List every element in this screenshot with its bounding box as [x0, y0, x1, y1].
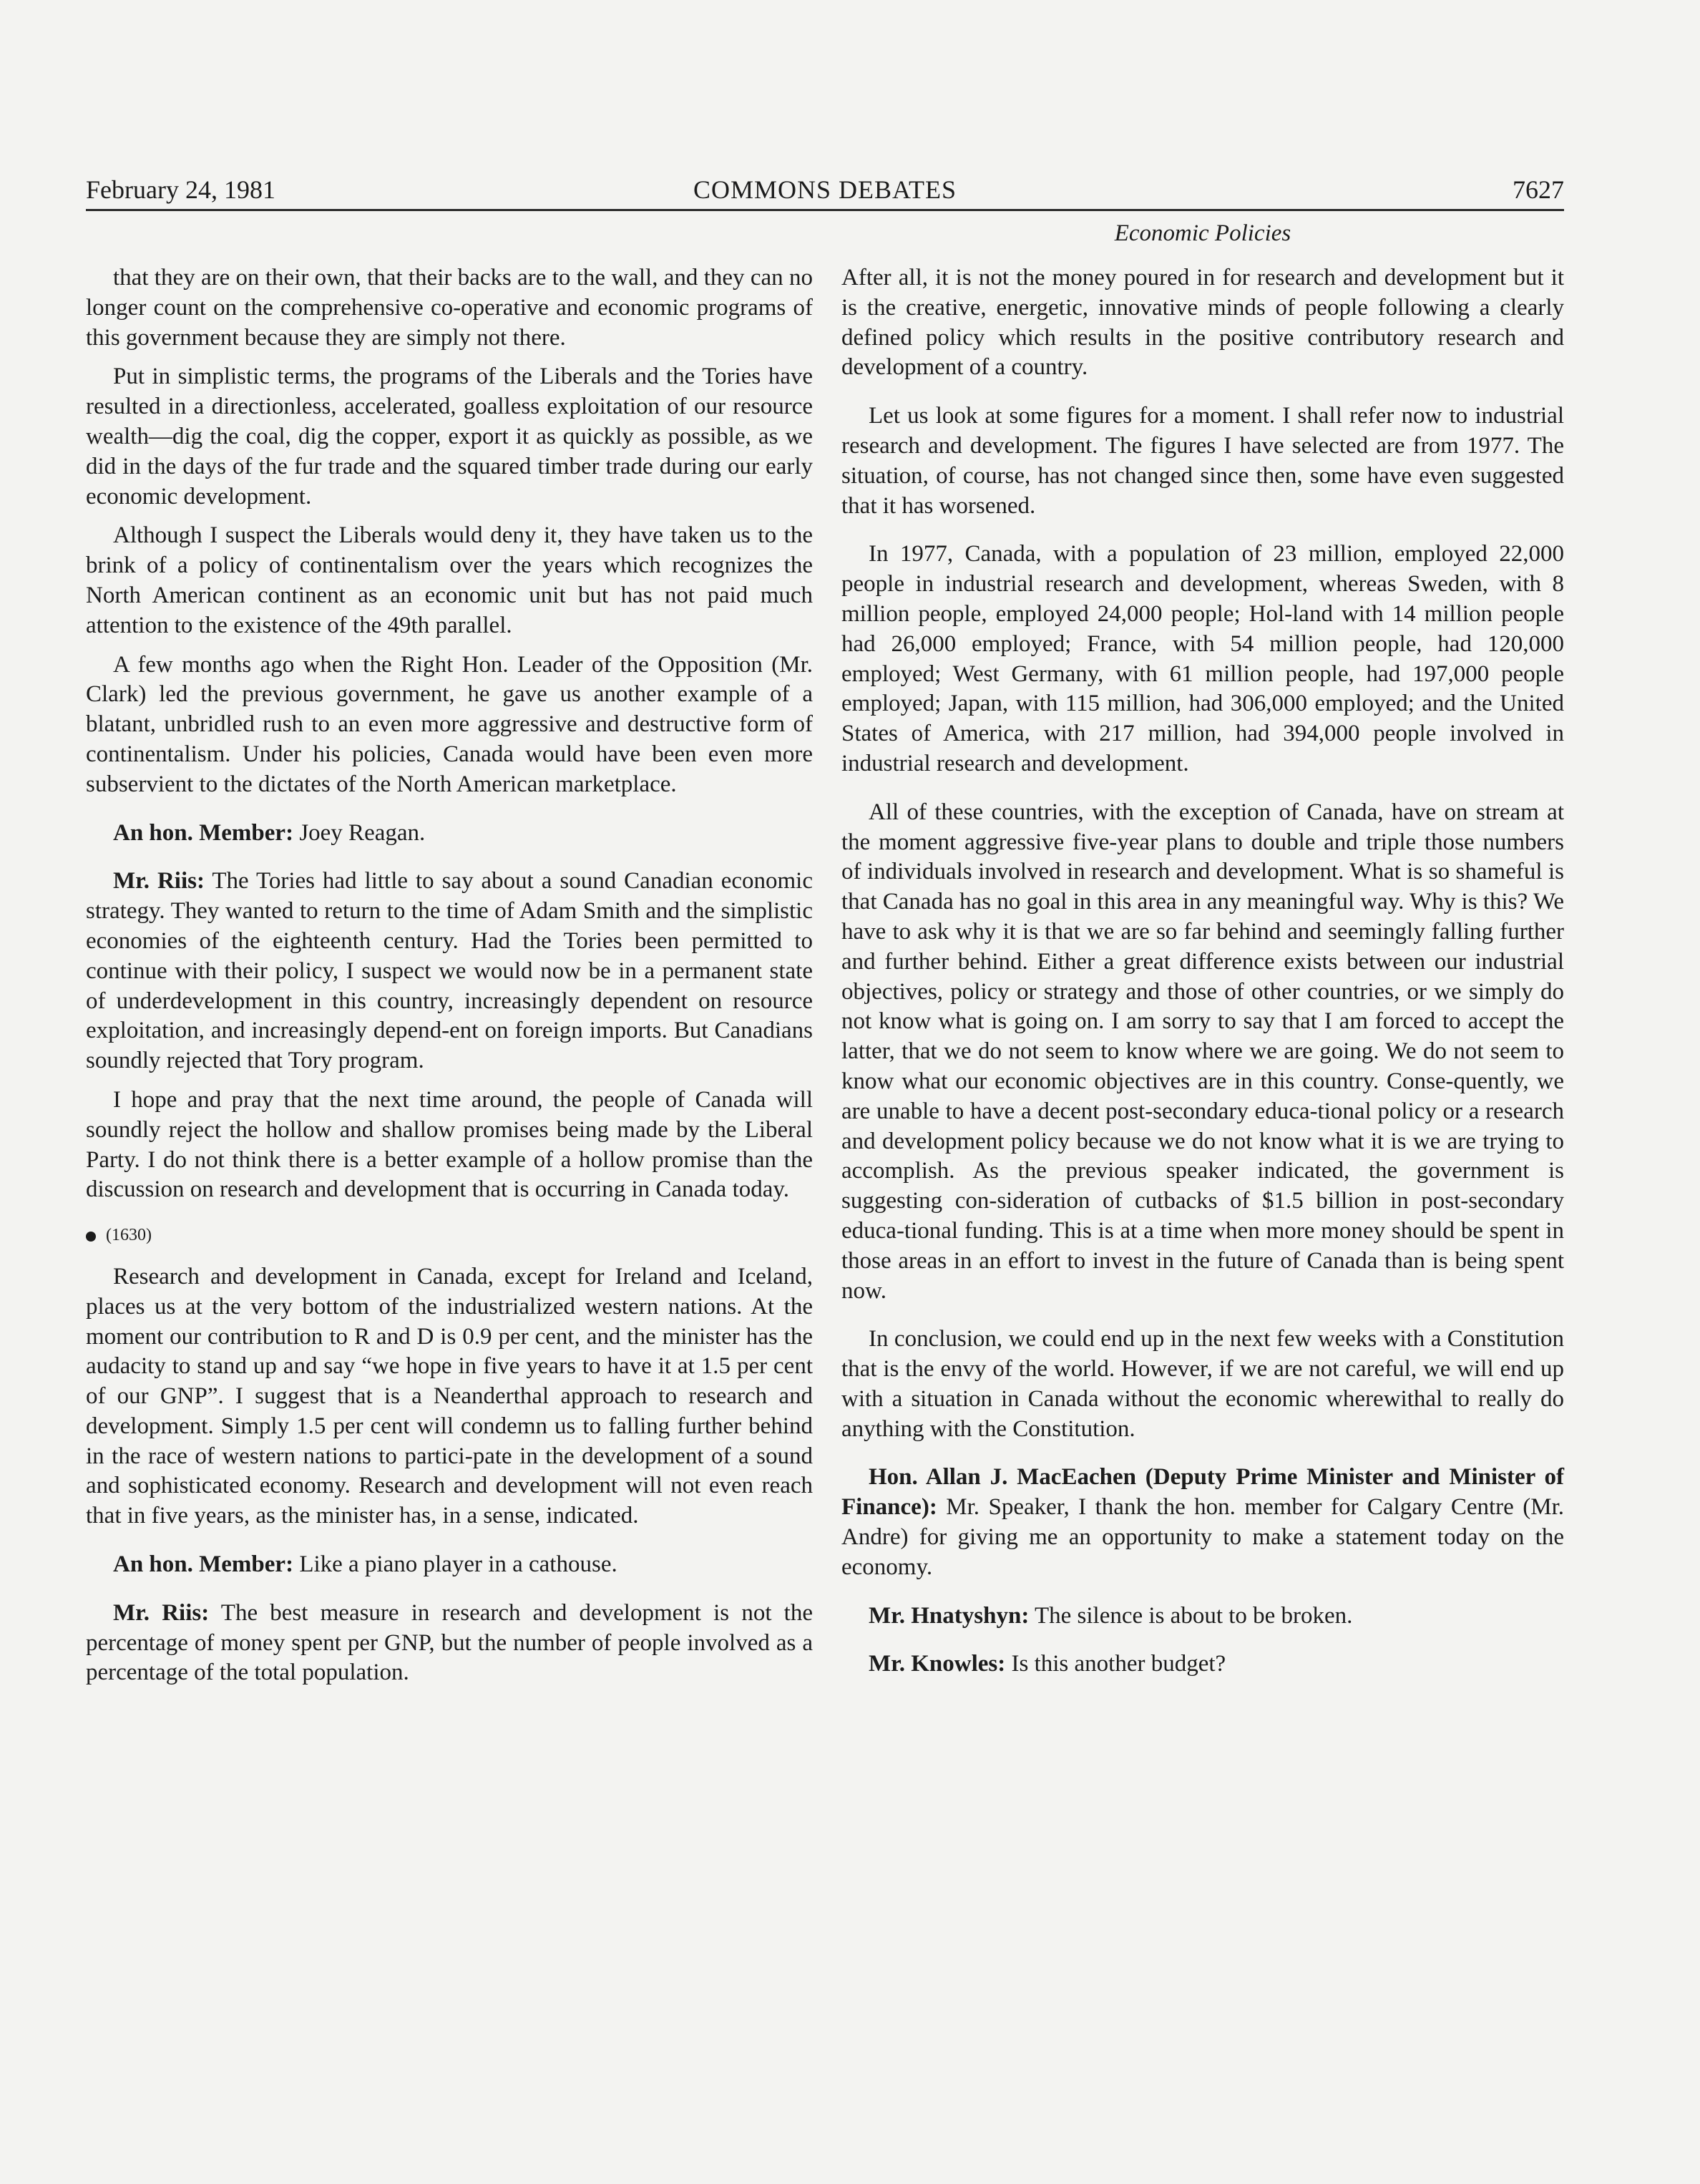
body-paragraph: [841, 540, 1564, 779]
bullet-icon: [86, 1232, 96, 1242]
speech-paragraph: [841, 1649, 1564, 1680]
paragraph-text: Although I suspect the Liberals would deny it, they have taken us to the brink of a policy of continentalism over the years which recognizes the North American continent as an economic unit but has not paid much attention to the existence of the 49th parallel.: [86, 522, 813, 638]
body-paragraph: [86, 1262, 813, 1531]
body-paragraph: [86, 263, 813, 353]
speaker-name: Mr. Riis:: [113, 1599, 210, 1626]
paragraph-text: Put in simplistic terms, the programs of the Liberals and the Tories have resulted in a directionless, accelerated, goalless exploitation of our resource wealth—dig the coal, dig the copper, export it as quickly as possible, as we did in the days of the fur trade and the squared timber trade during our early economic development.: [86, 364, 813, 510]
speech-paragraph: [841, 1602, 1564, 1632]
paragraph-text: Research and development in Canada, except for Ireland and Iceland, places us at the very bottom of the industrialized western nations. At the moment our contribution to R and D is 0.9 per cent, and the minister has the audacity to stand up and say “we hope in five years to have it at 1.5 per cent of our GNP”. I suggest that is a Neanderthal approach to research and development. Simply 1.5 per cent will condemn us to falling further behind in the race of western nations to partici-pate in the development of a sound and sophisticated economy. Research and development will not even reach that in five years, as the minister has, in a sense, indicated.: [86, 1263, 813, 1529]
right-column: [841, 263, 1564, 1689]
page-header: [86, 169, 1564, 211]
paragraph-text: Is this another budget?: [1011, 1651, 1226, 1677]
paragraph-text: All of these countries, with the exception of Canada, have on stream at the moment aggressive five-year plans to double and triple those numbers of individuals involved in research and development. What is so shameful is that Canada has no goal in this area in any meaningful way. Why is this? We have to ask why it is that we are so far behind and seemingly falling further and further behind. Either a great difference exists between our industrial objectives, policy or strategy and those of other countries, or we simply do not know what is going on. I am sorry to say that I am forced to accept the latter, that we do not seem to know where we are going. We do not seem to know what our economic objectives are in this country. Conse-quently, we are unable to have a decent post-secondary educa-tional policy or a research and development policy because we do not know what it is we are trying to accomplish. As the previous speaker indicated, the government is suggesting con-sideration of cutbacks of $1.5 billion in post-secondary educa-tional funding. This is at a time when more money should be spent in those areas in an effort to invest in the future of Canada than is being spent now.: [841, 799, 1564, 1304]
paragraph-text: that they are on their own, that their backs are to the wall, and they can no longer count on the comprehensive co-operative and economic programs of this government because they are simply not there.: [86, 265, 813, 351]
speaker-name: Mr. Knowles:: [869, 1651, 1006, 1677]
speaker-name: Mr. Hnatyshyn:: [869, 1602, 1030, 1629]
body-paragraph: [841, 1325, 1564, 1444]
speaker-name: An hon. Member:: [113, 819, 294, 846]
speech-paragraph: [86, 819, 813, 849]
paragraph-text: The best measure in research and development is not the percentage of money spent per GNP, but the number of people involved as a percentage of the total population.: [86, 1599, 814, 1686]
speaker-name: An hon. Member:: [113, 1551, 294, 1578]
time-marker: [86, 1221, 813, 1251]
speech-paragraph: [86, 1550, 813, 1580]
time-marker-label: (1630): [106, 1226, 152, 1245]
paragraph-text: In 1977, Canada, with a population of 23 million, employed 22,000 people in industrial research and development, whereas Sweden, with 8 million people, employed 24,000 people; Hol-land with 14 million people had 26,000 employed; France, with 54 million people, had 120,000 employed; West Germany, with 61 million people, had 197,000 people employed; Japan, with 115 million, had 306,000 employed; and the United States of America, with 217 million, had 394,000 people involved in industrial research and development.: [841, 541, 1564, 776]
body-paragraph: [86, 1086, 813, 1205]
header-date: February 24, 1981: [86, 175, 275, 204]
paragraph-text: The Tories had little to say about a sound Canadian economic strategy. They wanted to return to the time of Adam Smith and the simplistic economies of the eighteenth century. Had the Tories been permitted to continue with their policy, I suspect we would now be in a permanent state of underdevelopment in this country, increasingly dependent on resource exploitation, and increasingly depend-ent on foreign imports. But Canadians soundly rejected that Tory program.: [86, 868, 813, 1074]
left-column: [86, 263, 813, 1697]
speaker-name: Hon. Allan J. MacEachen (Deputy Prime Minister and Minister of Finance):: [841, 1464, 1564, 1521]
paragraph-text: Let us look at some figures for a moment. I shall refer now to industrial research and development. The figures I have selected are from 1977. The situation, of course, has not changed since then, some have even suggested that it has worsened.: [841, 403, 1564, 519]
speech-paragraph: [86, 1599, 813, 1688]
body-paragraph: [841, 263, 1564, 383]
paragraph-text: The silence is about to be broken.: [1034, 1602, 1353, 1629]
subject-heading: Economic Policies: [1114, 220, 1291, 246]
paragraph-text: A few months ago when the Right Hon. Leader of the Opposition (Mr. Clark) led the previous government, he gave us another example of a blatant, unbridled rush to an even more aggressive and destructive form of continentalism. Under his policies, Canada would have been even more subservient to the dictates of the North American marketplace.: [86, 651, 813, 797]
body-paragraph: [86, 362, 813, 512]
header-title: COMMONS DEBATES: [693, 175, 957, 204]
body-paragraph: [841, 798, 1564, 1307]
body-paragraph: [86, 650, 813, 800]
body-paragraph: [86, 521, 813, 640]
paragraph-text: In conclusion, we could end up in the next few weeks with a Constitution that is the envy of the world. However, if we are not careful, we will end up with a situation in Canada without the economic wherewithal to really do anything with the Constitution.: [841, 1326, 1564, 1442]
speaker-name: Mr. Riis:: [113, 868, 205, 894]
paragraph-text: After all, it is not the money poured in for research and development but it is the creative, energetic, innovative minds of people following a clearly defined policy which results in the positive contributory research and development of a country.: [841, 265, 1564, 381]
paragraph-text: Mr. Speaker, I thank the hon. member for Calgary Centre (Mr. Andre) for giving me an opportunity to make a statement today on the economy.: [841, 1494, 1564, 1580]
paragraph-text: Like a piano player in a cathouse.: [299, 1551, 617, 1578]
speech-paragraph: [86, 867, 813, 1076]
header-page-number: 7627: [1513, 175, 1564, 204]
paragraph-text: I hope and pray that the next time around, the people of Canada will soundly reject the hollow and shallow promises being made by the Liberal Party. I do not think there is a better example of a hollow promise than the discussion on research and development that is occurring in Canada today.: [86, 1086, 813, 1203]
paragraph-text: Joey Reagan.: [299, 819, 426, 846]
speech-paragraph: [841, 1463, 1564, 1582]
body-paragraph: [841, 401, 1564, 521]
